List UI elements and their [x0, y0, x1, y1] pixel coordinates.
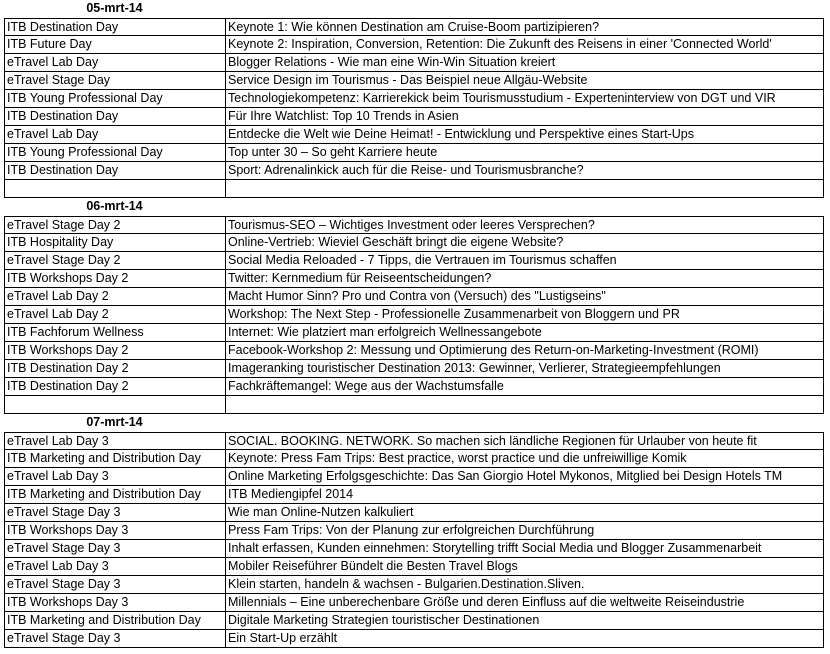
empty-cell[interactable] — [4, 180, 225, 198]
session-track-cell[interactable]: eTravel Stage Day 2 — [4, 216, 225, 234]
session-row — [4, 54, 824, 72]
session-row — [4, 576, 824, 594]
session-title-cell[interactable]: Macht Humor Sinn? Pro und Contra von (Versuch) des "Lustigseins" — [225, 288, 824, 306]
session-row — [4, 288, 824, 306]
session-title-cell[interactable]: Online-Vertrieb: Wieviel Geschäft bringt die eigene Website? — [225, 234, 824, 252]
session-track-cell[interactable]: ITB Marketing and Distribution Day — [4, 612, 225, 630]
session-row — [4, 306, 824, 324]
session-row — [4, 468, 824, 486]
session-row — [4, 486, 824, 504]
session-track-cell[interactable]: eTravel Lab Day 3 — [4, 432, 225, 450]
session-track-cell[interactable]: ITB Workshops Day 3 — [4, 522, 225, 540]
session-row — [4, 342, 824, 360]
session-title-cell[interactable]: Press Fam Trips: Von der Planung zur erfolgreichen Durchführung — [225, 522, 824, 540]
empty-cell[interactable] — [225, 180, 824, 198]
session-title-cell[interactable]: Facebook-Workshop 2: Messung und Optimierung des Return-on-Marketing-Investment (ROMI) — [225, 342, 824, 360]
date-header-spacer — [225, 198, 824, 216]
session-title-cell[interactable]: Service Design im Tourismus - Das Beispiel neue Allgäu-Website — [225, 72, 824, 90]
session-track-cell[interactable]: ITB Hospitality Day — [4, 234, 225, 252]
session-track-cell[interactable]: eTravel Stage Day 3 — [4, 504, 225, 522]
session-track-cell[interactable]: ITB Future Day — [4, 36, 225, 54]
session-row — [4, 270, 824, 288]
session-track-cell[interactable]: ITB Destination Day — [4, 18, 225, 36]
session-title-cell[interactable]: Keynote 2: Inspiration, Conversion, Retention: Die Zukunft des Reisens in einer 'Connected World' — [225, 36, 824, 54]
session-track-cell[interactable]: eTravel Stage Day — [4, 72, 225, 90]
session-track-cell[interactable]: eTravel Stage Day 3 — [4, 630, 225, 648]
session-track-cell[interactable]: ITB Workshops Day 2 — [4, 270, 225, 288]
session-title-cell[interactable]: Internet: Wie platziert man erfolgreich Wellnessangebote — [225, 324, 824, 342]
session-row — [4, 612, 824, 630]
session-track-cell[interactable]: eTravel Lab Day — [4, 126, 225, 144]
session-row — [4, 558, 824, 576]
session-row — [4, 72, 824, 90]
session-title-cell[interactable]: ITB Mediengipfel 2014 — [225, 486, 824, 504]
date-header: 07-mrt-14 — [86, 415, 143, 429]
session-row — [4, 36, 824, 54]
session-track-cell[interactable]: ITB Destination Day — [4, 108, 225, 126]
empty-row — [4, 180, 824, 198]
session-track-cell[interactable]: eTravel Lab Day 3 — [4, 468, 225, 486]
session-track-cell[interactable]: eTravel Lab Day 2 — [4, 288, 225, 306]
session-track-cell[interactable]: ITB Workshops Day 2 — [4, 342, 225, 360]
session-track-cell[interactable]: ITB Destination Day — [4, 162, 225, 180]
date-header-row — [4, 414, 824, 432]
session-track-cell[interactable]: eTravel Stage Day 2 — [4, 252, 225, 270]
session-title-cell[interactable]: Fachkräftemangel: Wege aus der Wachstumsfalle — [225, 378, 824, 396]
empty-cell[interactable] — [225, 396, 824, 414]
session-row — [4, 378, 824, 396]
session-row — [4, 90, 824, 108]
session-row — [4, 144, 824, 162]
date-header: 05-mrt-14 — [86, 1, 143, 15]
session-title-cell[interactable]: Digitale Marketing Strategien touristischer Destinationen — [225, 612, 824, 630]
session-row — [4, 522, 824, 540]
session-title-cell[interactable]: Imageranking touristischer Destination 2013: Gewinner, Verlierer, Strategieempfehlungen — [225, 360, 824, 378]
session-title-cell[interactable]: Blogger Relations - Wie man eine Win-Win Situation kreiert — [225, 54, 824, 72]
session-row — [4, 450, 824, 468]
session-track-cell[interactable]: ITB Young Professional Day — [4, 90, 225, 108]
session-track-cell[interactable]: ITB Marketing and Distribution Day — [4, 486, 225, 504]
session-title-cell[interactable]: Mobiler Reiseführer Bündelt die Besten Travel Blogs — [225, 558, 824, 576]
session-row — [4, 324, 824, 342]
session-row — [4, 252, 824, 270]
session-row — [4, 504, 824, 522]
session-track-cell[interactable]: eTravel Lab Day 3 — [4, 558, 225, 576]
session-track-cell[interactable]: eTravel Stage Day 3 — [4, 576, 225, 594]
session-title-cell[interactable]: Online Marketing Erfolgsgeschichte: Das San Giorgio Hotel Mykonos, Mitglied bei Design Hotels TM — [225, 468, 824, 486]
empty-row — [4, 396, 824, 414]
schedule-sheet — [4, 0, 824, 648]
session-title-cell[interactable]: Tourismus-SEO – Wichtiges Investment oder leeres Versprechen? — [225, 216, 824, 234]
session-row — [4, 162, 824, 180]
session-title-cell[interactable]: Twitter: Kernmedium für Reiseentscheidungen? — [225, 270, 824, 288]
session-row — [4, 630, 824, 648]
session-title-cell[interactable]: Top unter 30 – So geht Karriere heute — [225, 144, 824, 162]
session-track-cell[interactable]: ITB Fachforum Wellness — [4, 324, 225, 342]
session-track-cell[interactable]: ITB Workshops Day 3 — [4, 594, 225, 612]
session-track-cell[interactable]: ITB Marketing and Distribution Day — [4, 450, 225, 468]
session-track-cell[interactable]: eTravel Stage Day 3 — [4, 540, 225, 558]
date-header-row — [4, 198, 824, 216]
session-title-cell[interactable]: Workshop: The Next Step - Professionelle Zusammenarbeit von Bloggern und PR — [225, 306, 824, 324]
session-row — [4, 594, 824, 612]
session-title-cell[interactable]: Sport: Adrenalinkick auch für die Reise- und Tourismusbranche? — [225, 162, 824, 180]
session-title-cell[interactable]: Social Media Reloaded - 7 Tipps, die Vertrauen im Tourismus schaffen — [225, 252, 824, 270]
session-track-cell[interactable]: ITB Destination Day 2 — [4, 378, 225, 396]
session-row — [4, 126, 824, 144]
session-title-cell[interactable]: Inhalt erfassen, Kunden einnehmen: Storytelling trifft Social Media und Blogger Zusammenarbeit — [225, 540, 824, 558]
session-track-cell[interactable]: ITB Young Professional Day — [4, 144, 225, 162]
session-title-cell[interactable]: Keynote 1: Wie können Destination am Cruise-Boom partizipieren? — [225, 18, 824, 36]
date-header: 06-mrt-14 — [86, 199, 143, 213]
date-header-spacer — [225, 0, 824, 18]
session-row — [4, 540, 824, 558]
session-row — [4, 360, 824, 378]
session-title-cell[interactable]: Millennials – Eine unberechenbare Größe und deren Einfluss auf die weltweite Reiseindustrie — [225, 594, 824, 612]
session-track-cell[interactable]: eTravel Lab Day — [4, 54, 225, 72]
session-row — [4, 18, 824, 36]
date-header-spacer — [225, 414, 824, 432]
session-row — [4, 234, 824, 252]
session-track-cell[interactable]: ITB Destination Day 2 — [4, 360, 225, 378]
session-track-cell[interactable]: eTravel Lab Day 2 — [4, 306, 225, 324]
session-row — [4, 216, 824, 234]
session-title-cell[interactable]: Keynote: Press Fam Trips: Best practice, worst practice und die unfreiwillige Komik — [225, 450, 824, 468]
date-header-row — [4, 0, 824, 18]
session-title-cell[interactable]: Entdecke die Welt wie Deine Heimat! - Entwicklung und Perspektive eines Start-Ups — [225, 126, 824, 144]
session-row — [4, 108, 824, 126]
session-title-cell[interactable]: Klein starten, handeln & wachsen - Bulgarien.Destination.Sliven. — [225, 576, 824, 594]
session-title-cell[interactable]: SOCIAL. BOOKING. NETWORK. So machen sich ländliche Regionen für Urlauber von heute fit — [225, 432, 824, 450]
session-row — [4, 432, 824, 450]
session-title-cell[interactable]: Technologiekompetenz: Karrierekick beim Tourismusstudium - Experteninterview von DGT und VIR — [225, 90, 824, 108]
session-title-cell[interactable]: Wie man Online-Nutzen kalkuliert — [225, 504, 824, 522]
session-title-cell[interactable]: Für Ihre Watchlist: Top 10 Trends in Asien — [225, 108, 824, 126]
session-title-cell[interactable]: Ein Start-Up erzählt — [225, 630, 824, 648]
empty-cell[interactable] — [4, 396, 225, 414]
